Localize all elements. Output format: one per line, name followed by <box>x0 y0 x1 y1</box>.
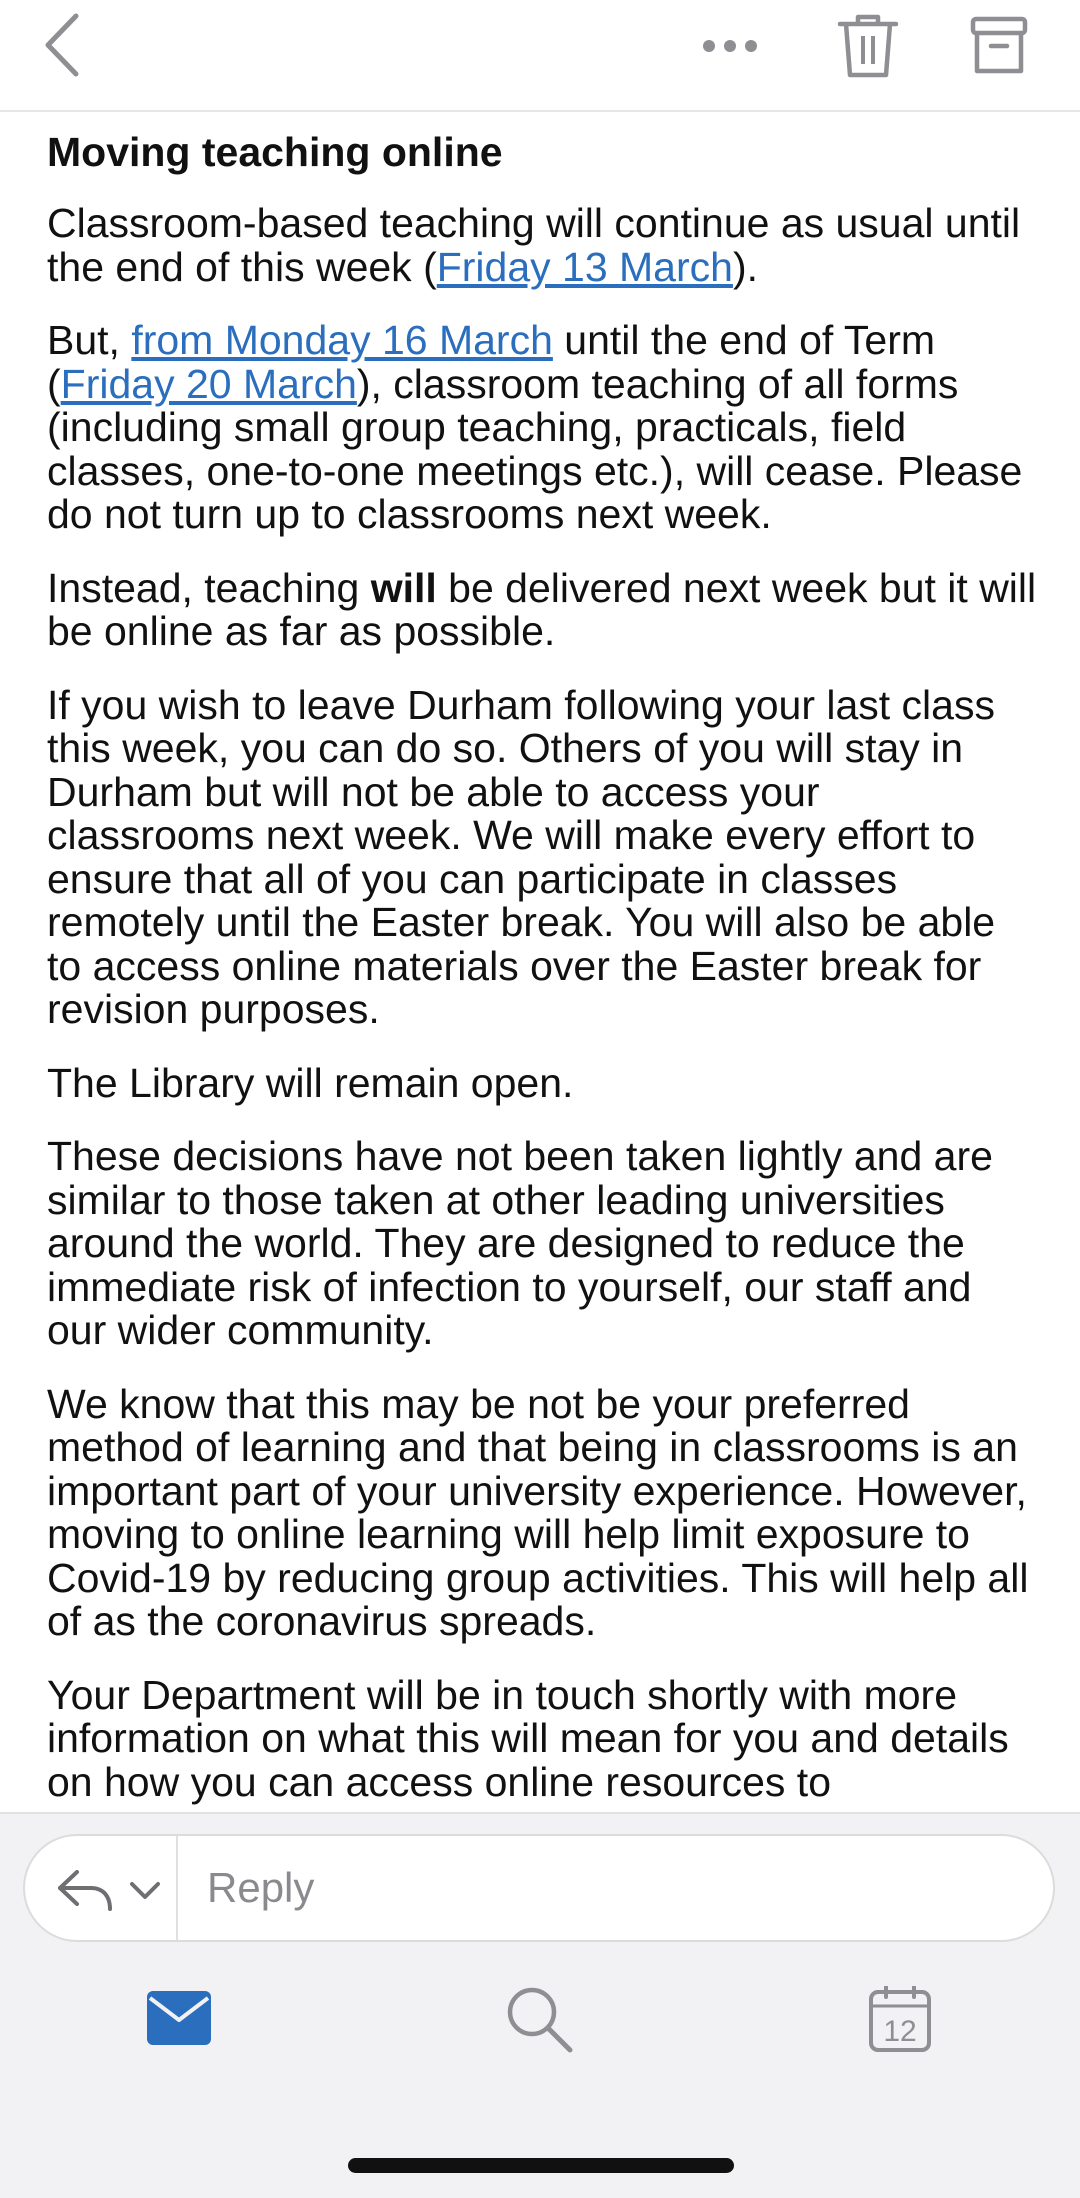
message-paragraph <box>47 202 1037 289</box>
reply-divider <box>176 1836 178 1940</box>
paragraph-text: Instead, teaching <box>47 564 371 611</box>
message-paragraph <box>47 1059 1037 1106</box>
archive-icon[interactable] <box>970 16 1028 76</box>
paragraph-text: If you wish to leave Durham following your last class this week, you can do so. Others of you will stay in Durham but will not be able to access your classrooms next week. We will make every effort to ensure that all of you can participate in classes remotely until the Easter break. You will also be able to access online materials over the Easter break for revision purposes. <box>47 681 996 1032</box>
back-icon[interactable] <box>38 8 88 78</box>
message-paragraph <box>47 319 1037 537</box>
paragraph-text: until the end of Term ( <box>47 317 936 407</box>
calendar-day-number: 12 <box>883 2015 917 2048</box>
paragraph-text: ), classroom teaching of all forms (including small group teaching, practicals, field classes, one-to-one meetings etc.), will cease. Please do not turn up to classrooms next week. <box>47 360 1023 537</box>
message-paragraph <box>47 1671 1037 1805</box>
bold-text: will <box>370 564 437 611</box>
calendar-icon[interactable] <box>868 1986 932 2054</box>
message-paragraph <box>47 564 1037 654</box>
message-paragraph <box>47 681 1037 1032</box>
message-paragraphs <box>47 202 1037 1804</box>
top-toolbar <box>0 0 1080 112</box>
reply-bar[interactable] <box>23 1834 1055 1942</box>
message-paragraph <box>47 1380 1037 1644</box>
paragraph-text: We know that this may be not be your preferred method of learning and that being in classrooms is an important part of your university experience. However, moving to online learning will help limit exposure to Covid-19 by reducing group activities. This will help all of as the coronavirus spreads. <box>47 1380 1029 1644</box>
search-icon[interactable] <box>504 1984 574 2054</box>
paragraph-text: These decisions have not been taken lightly and are similar to those taken at other leading universities around the world. They are designed to reduce the immediate risk of infection to yourself, our staff and our wider community. <box>47 1133 993 1353</box>
paragraph-text: The Library will remain open. <box>47 1059 574 1106</box>
date-link[interactable]: Friday 13 March <box>436 243 733 290</box>
paragraph-text: But, <box>47 317 132 363</box>
bottom-area <box>0 1812 1080 2198</box>
more-icon[interactable] <box>700 34 760 58</box>
trash-icon[interactable] <box>836 12 900 80</box>
date-link[interactable]: from Monday 16 March <box>131 317 553 363</box>
paragraph-text: Classroom-based teaching will continue as usual until the end of this week ( <box>47 200 1021 290</box>
date-link[interactable]: Friday 20 March <box>60 360 357 407</box>
paragraph-text: ). <box>732 243 758 290</box>
home-indicator <box>348 2158 734 2173</box>
paragraph-text: Your Department will be in touch shortly with more information on what this will mean for you and details on how you can access online resources to <box>47 1671 1009 1805</box>
reply-arrow-icon[interactable] <box>55 1868 115 1912</box>
message-body <box>47 128 1037 1810</box>
message-paragraph <box>47 1135 1037 1353</box>
reply-input[interactable]: Reply <box>207 1864 315 1911</box>
mail-icon[interactable] <box>146 1990 212 2046</box>
message-subject: Moving teaching online <box>47 129 503 175</box>
chevron-down-icon[interactable] <box>128 1879 162 1901</box>
paragraph-text: be delivered next week but it will be online as far as possible. <box>47 564 1037 654</box>
